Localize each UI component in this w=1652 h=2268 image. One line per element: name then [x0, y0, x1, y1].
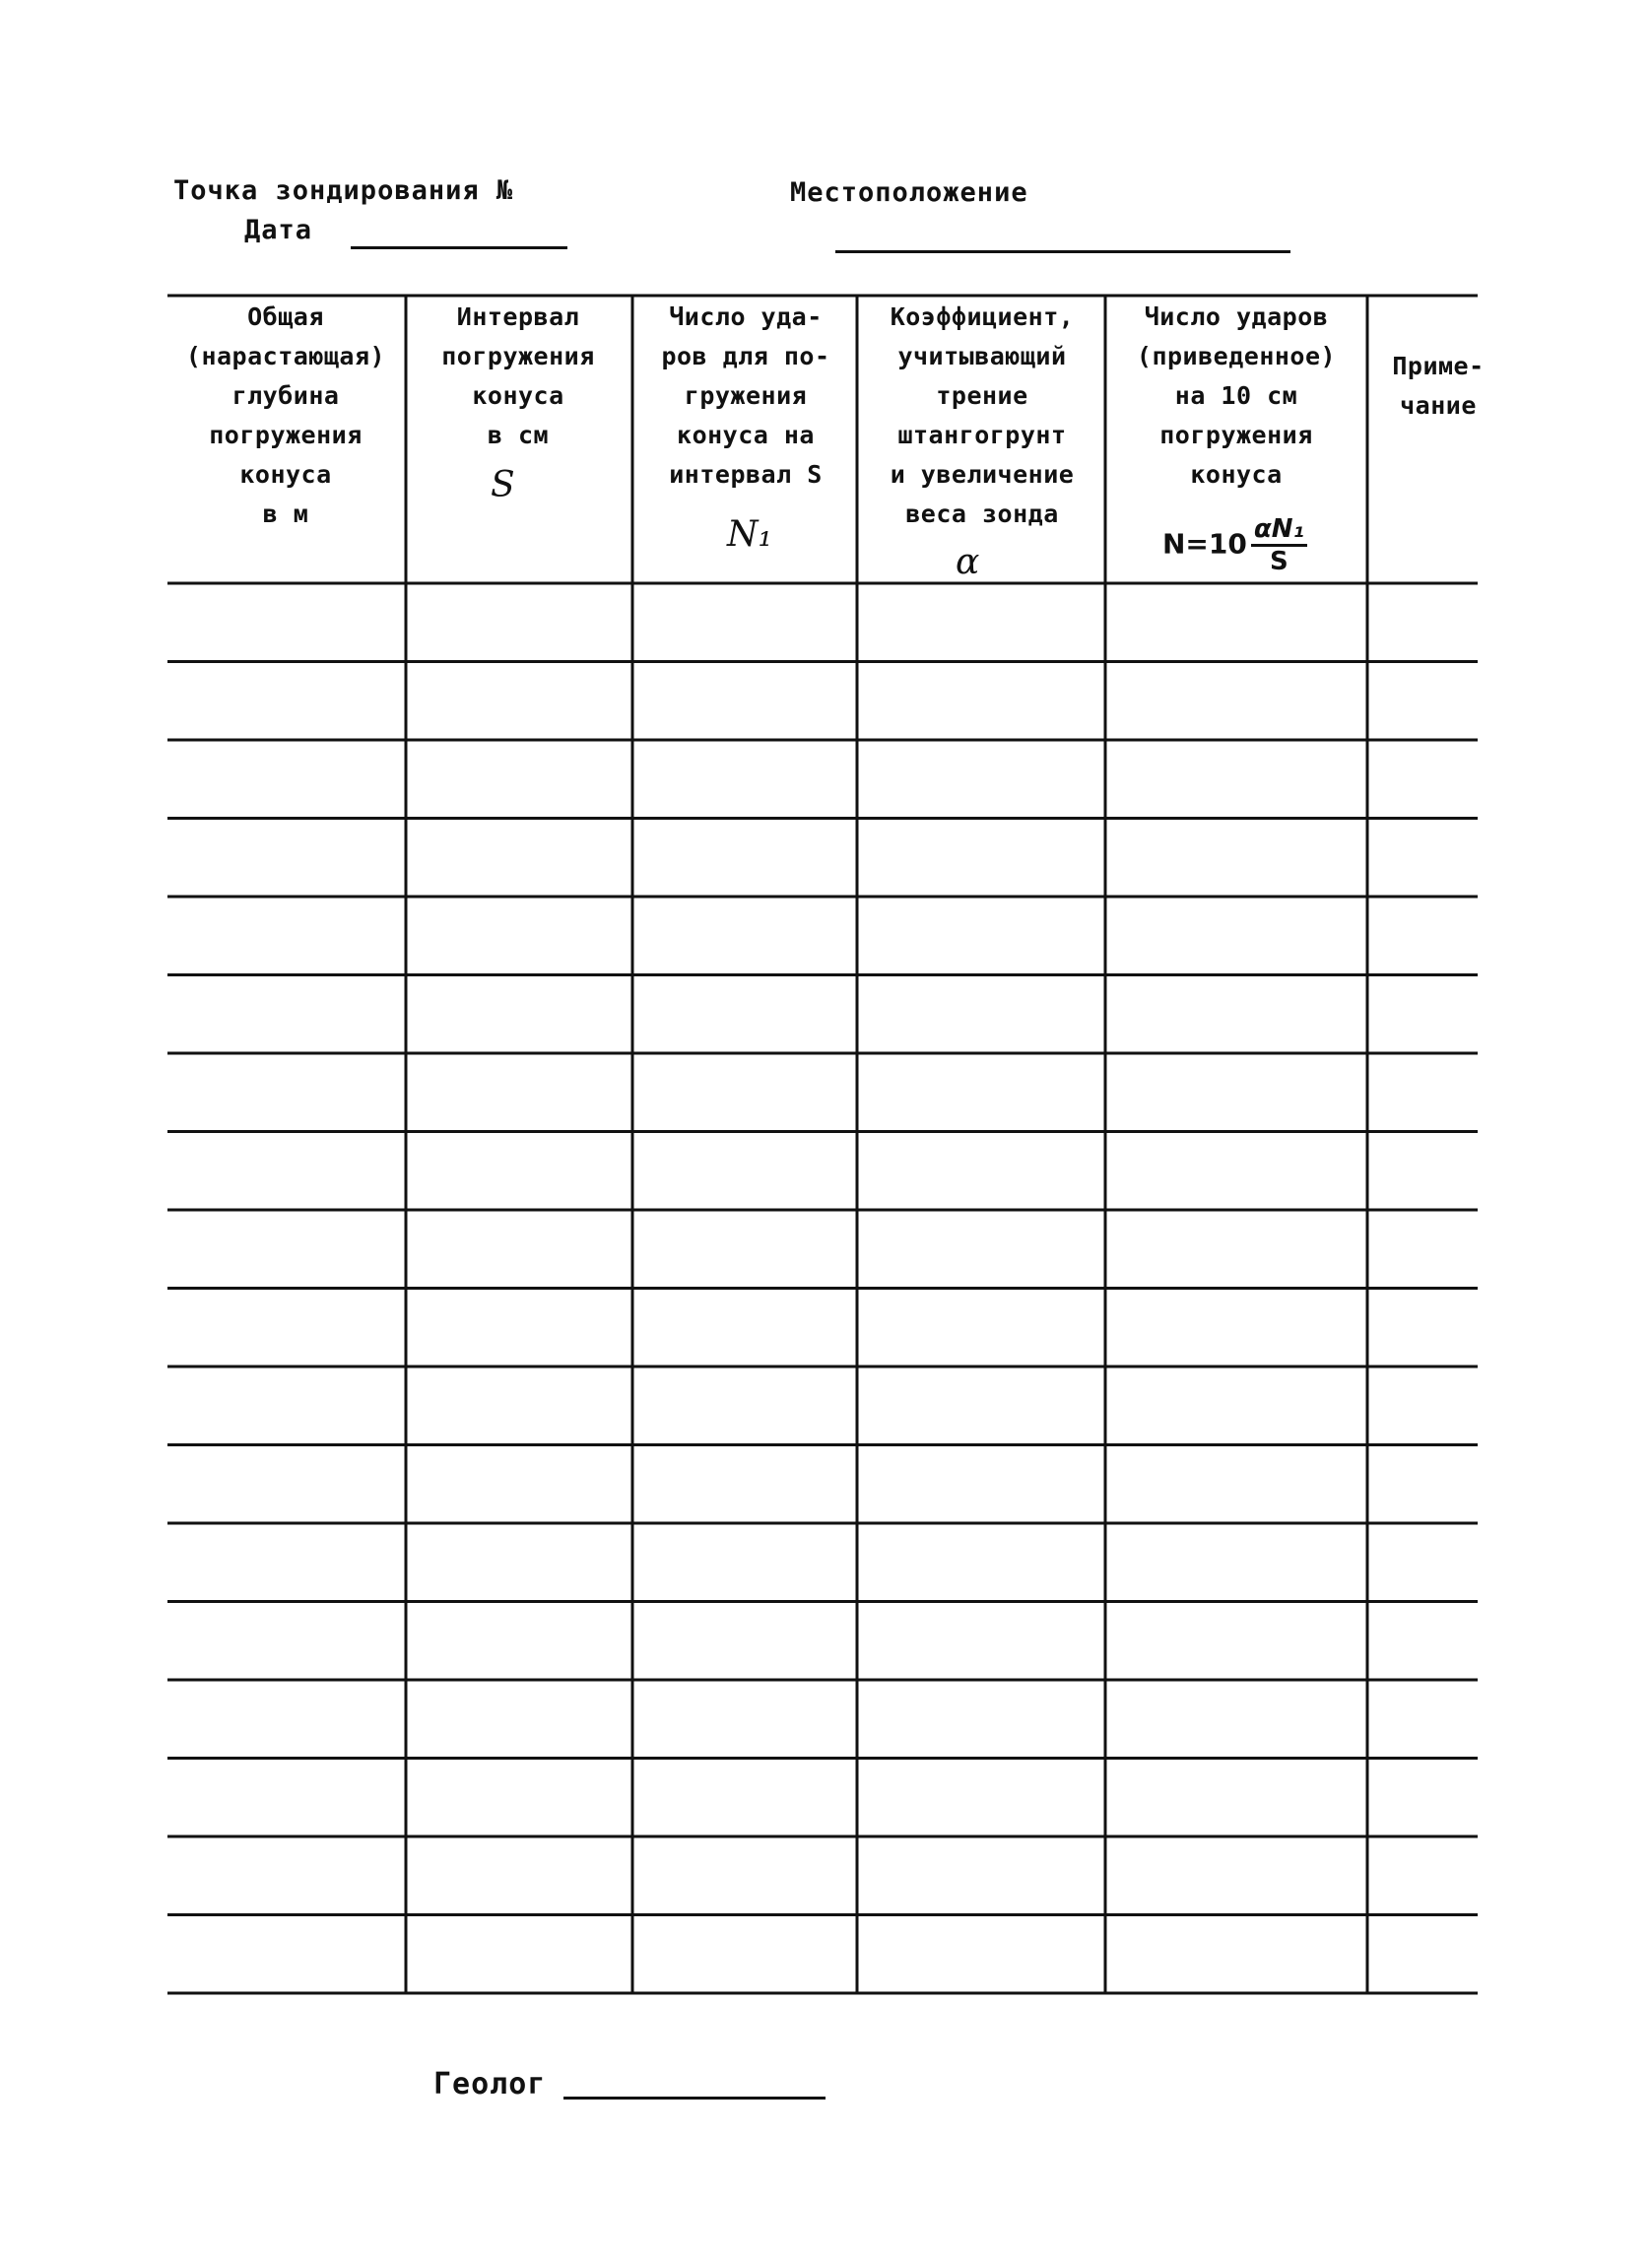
formula-denominator: S [1270, 547, 1289, 576]
table-cell-total-depth[interactable] [170, 1213, 403, 1286]
table-cell-blows[interactable] [635, 1213, 854, 1286]
table-cell-coefficient[interactable] [860, 978, 1102, 1051]
table-cell-note[interactable] [1370, 1762, 1475, 1834]
table-cell-blows[interactable] [635, 822, 854, 895]
geologist-signature-line[interactable] [563, 2097, 826, 2100]
table-cell-blows[interactable] [635, 1605, 854, 1678]
table-cell-interval[interactable] [409, 978, 629, 1051]
table-cell-interval[interactable] [409, 1526, 629, 1599]
table-cell-note[interactable] [1370, 1056, 1475, 1129]
table-cell-interval[interactable] [409, 665, 629, 738]
table-cell-note[interactable] [1370, 1605, 1475, 1678]
table-cell-coefficient[interactable] [860, 1448, 1102, 1521]
table-cell-reduced-blows[interactable] [1108, 900, 1364, 972]
table-cell-note[interactable] [1370, 822, 1475, 895]
table-cell-total-depth[interactable] [170, 1683, 403, 1756]
table-cell-interval[interactable] [409, 586, 629, 659]
column-header-interval: Интервал погружения конуса в см [441, 302, 595, 449]
table-cell-total-depth[interactable] [170, 1292, 403, 1365]
table-cell-interval[interactable] [409, 743, 629, 816]
table-cell-interval[interactable] [409, 1292, 629, 1365]
table-cell-coefficient[interactable] [860, 1369, 1102, 1442]
table-cell-blows[interactable] [635, 586, 854, 659]
table-cell-interval[interactable] [409, 822, 629, 895]
table-cell-blows[interactable] [635, 900, 854, 972]
table-cell-note[interactable] [1370, 743, 1475, 816]
table-cell-total-depth[interactable] [170, 1605, 403, 1678]
table-cell-coefficient[interactable] [860, 1213, 1102, 1286]
table-cell-total-depth[interactable] [170, 1369, 403, 1442]
table-cell-total-depth[interactable] [170, 900, 403, 972]
coefficient-symbol: α [956, 542, 980, 582]
table-cell-coefficient[interactable] [860, 1526, 1102, 1599]
table-cell-blows[interactable] [635, 1135, 854, 1208]
table-cell-reduced-blows[interactable] [1108, 1213, 1364, 1286]
table-cell-total-depth[interactable] [170, 743, 403, 816]
table-cell-reduced-blows[interactable] [1108, 1526, 1364, 1599]
table-cell-note[interactable] [1370, 1135, 1475, 1208]
table-cell-interval[interactable] [409, 1369, 629, 1442]
table-cell-total-depth[interactable] [170, 1762, 403, 1834]
table-cell-note[interactable] [1370, 586, 1475, 659]
table-cell-coefficient[interactable] [860, 1839, 1102, 1912]
table-cell-coefficient[interactable] [860, 900, 1102, 972]
table-cell-blows[interactable] [635, 978, 854, 1051]
date-label: Дата [244, 215, 313, 245]
table-cell-reduced-blows[interactable] [1108, 1918, 1364, 1991]
table-cell-interval[interactable] [409, 1839, 629, 1912]
table-cell-reduced-blows[interactable] [1108, 1292, 1364, 1365]
table-cell-interval[interactable] [409, 1683, 629, 1756]
table-cell-coefficient[interactable] [860, 586, 1102, 659]
interval-symbol: S [491, 465, 515, 505]
table-cell-total-depth[interactable] [170, 1135, 403, 1208]
column-header-total-depth: Общая (нарастающая) глубина погружения конуса в м [185, 302, 386, 528]
table-cell-total-depth[interactable] [170, 1056, 403, 1129]
table-cell-note[interactable] [1370, 1683, 1475, 1756]
table-cell-coefficient[interactable] [860, 1683, 1102, 1756]
table-cell-coefficient[interactable] [860, 665, 1102, 738]
table-cell-coefficient[interactable] [860, 1605, 1102, 1678]
formula-numerator: αN₁ [1251, 514, 1307, 547]
table-cell-total-depth[interactable] [170, 822, 403, 895]
table-cell-note[interactable] [1370, 1526, 1475, 1599]
location-label: Местоположение [790, 177, 1028, 208]
table-cell-note[interactable] [1370, 900, 1475, 972]
table-cell-coefficient[interactable] [860, 822, 1102, 895]
table-cell-note[interactable] [1370, 978, 1475, 1051]
table-cell-interval[interactable] [409, 1056, 629, 1129]
table-cell-interval[interactable] [409, 1213, 629, 1286]
table-cell-blows[interactable] [635, 1369, 854, 1442]
table-cell-blows[interactable] [635, 1056, 854, 1129]
table-cell-blows[interactable] [635, 1292, 854, 1365]
table-cell-reduced-blows[interactable] [1108, 978, 1364, 1051]
table-cell-note[interactable] [1370, 1213, 1475, 1286]
column-header-reduced-blows: Число ударов (приведенное) на 10 см погружения конуса [1136, 302, 1337, 489]
table-cell-blows[interactable] [635, 1683, 854, 1756]
formula-fraction [1251, 514, 1307, 576]
table-cell-reduced-blows[interactable] [1108, 586, 1364, 659]
table-cell-total-depth[interactable] [170, 586, 403, 659]
table-cell-total-depth[interactable] [170, 1526, 403, 1599]
table-cell-reduced-blows[interactable] [1108, 1605, 1364, 1678]
column-header-blows: Число уда- ров для по- гружения конуса на интервал S [661, 302, 830, 489]
column-header-coefficient: Коэффициент, учитывающий трение штангогрунт и увеличение веса зонда [890, 302, 1075, 528]
table-cell-blows[interactable] [635, 1762, 854, 1834]
table-cell-total-depth[interactable] [170, 665, 403, 738]
sounding-point-label: Точка зондирования № [173, 175, 514, 206]
table-cell-blows[interactable] [635, 1526, 854, 1599]
table-cell-reduced-blows[interactable] [1108, 665, 1364, 738]
reduced-blows-formula [1162, 514, 1307, 576]
table-cell-reduced-blows[interactable] [1108, 1448, 1364, 1521]
table-cell-reduced-blows[interactable] [1108, 1056, 1364, 1129]
table-cell-interval[interactable] [409, 1762, 629, 1834]
table-cell-note[interactable] [1370, 1448, 1475, 1521]
table-cell-total-depth[interactable] [170, 1918, 403, 1991]
table-cell-interval[interactable] [409, 1448, 629, 1521]
table-cell-blows[interactable] [635, 743, 854, 816]
table-cell-reduced-blows[interactable] [1108, 1762, 1364, 1834]
table-cell-interval[interactable] [409, 900, 629, 972]
column-header-note: Приме- чание [1392, 352, 1485, 420]
table-cell-note[interactable] [1370, 1369, 1475, 1442]
table-cell-interval[interactable] [409, 1605, 629, 1678]
table-cell-total-depth[interactable] [170, 1839, 403, 1912]
table-cell-reduced-blows[interactable] [1108, 1369, 1364, 1442]
table-cell-note[interactable] [1370, 665, 1475, 738]
table-cell-interval[interactable] [409, 1135, 629, 1208]
blows-symbol: N₁ [727, 514, 772, 555]
table-cell-coefficient[interactable] [860, 1135, 1102, 1208]
table-cell-reduced-blows[interactable] [1108, 743, 1364, 816]
table-cell-coefficient[interactable] [860, 1762, 1102, 1834]
table-cell-note[interactable] [1370, 1292, 1475, 1365]
table-cell-coefficient[interactable] [860, 1918, 1102, 1991]
table-cell-coefficient[interactable] [860, 743, 1102, 816]
table-cell-blows[interactable] [635, 1839, 854, 1912]
table-cell-note[interactable] [1370, 1839, 1475, 1912]
table-cell-reduced-blows[interactable] [1108, 822, 1364, 895]
table-cell-interval[interactable] [409, 1918, 629, 1991]
table-cell-reduced-blows[interactable] [1108, 1839, 1364, 1912]
table-cell-blows[interactable] [635, 665, 854, 738]
table-cell-total-depth[interactable] [170, 1448, 403, 1521]
table-cell-blows[interactable] [635, 1918, 854, 1991]
table-cell-reduced-blows[interactable] [1108, 1683, 1364, 1756]
table-cell-reduced-blows[interactable] [1108, 1135, 1364, 1208]
formula-prefix: N=10 [1162, 527, 1247, 561]
geologist-label: Геолог [433, 2067, 547, 2101]
table-cell-coefficient[interactable] [860, 1056, 1102, 1129]
table-cell-note[interactable] [1370, 1918, 1475, 1991]
table-cell-total-depth[interactable] [170, 978, 403, 1051]
table-cell-coefficient[interactable] [860, 1292, 1102, 1365]
table-cell-blows[interactable] [635, 1448, 854, 1521]
